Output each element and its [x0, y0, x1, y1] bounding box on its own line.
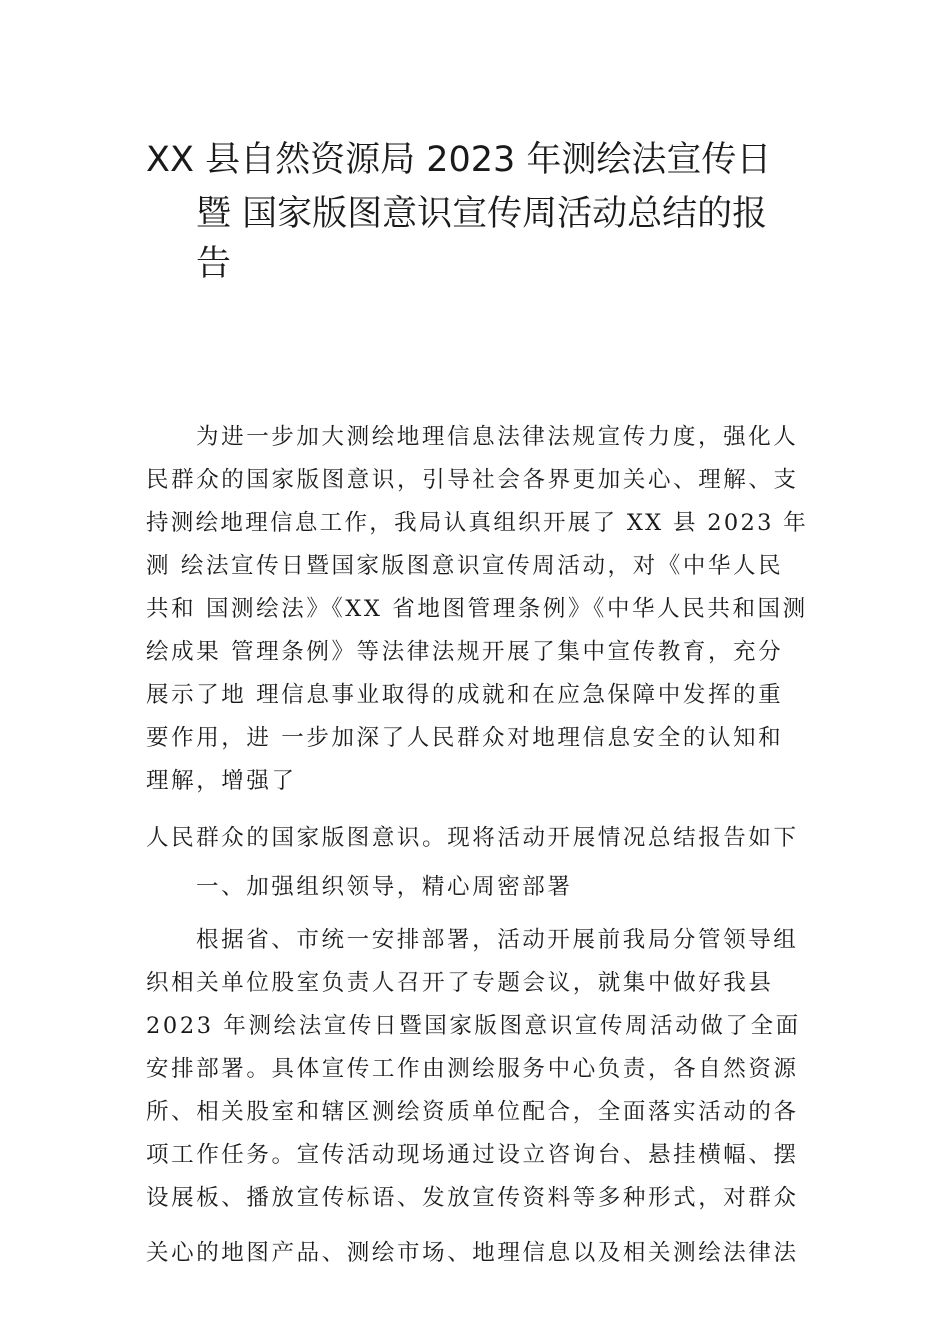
body-line-5: 共和 国测绘法》《XX 省地图管理条例》《中华人民共和国测 [146, 596, 808, 622]
body-line-16: 项工作任务。宣传活动现场通过设立咨询台、悬挂横幅、摆 [146, 1142, 799, 1168]
body-line-2: 民群众的国家版图意识，引导社会各界更加关心、理解、支 [146, 467, 799, 493]
body-line-10: 人民群众的国家版图意识。现将活动开展情况总结报告如下 [146, 825, 799, 851]
title-line-3: 告 [196, 244, 232, 284]
body-line-15: 所、相关股室和辖区测绘资质单位配合，全面落实活动的各 [146, 1099, 799, 1125]
body-line-3: 持测绘地理信息工作，我局认真组织开展了 XX 县 2023 年 [146, 510, 809, 536]
body-line-17: 设展板、播放宣传标语、发放宣传资料等多种形式，对群众 [146, 1185, 799, 1211]
body-line-14: 安排部署。具体宣传工作由测绘服务中心负责，各自然资源 [146, 1056, 799, 1082]
section-heading-1: 一、加强组织领导，精心周密部署 [196, 874, 573, 900]
body-line-4: 测 绘法宣传日暨国家版图意识宣传周活动，对《中华人民 [146, 553, 784, 579]
body-line-13: 2023 年测绘法宣传日暨国家版图意识宣传周活动做了全面 [146, 1013, 801, 1039]
title-line-1: XX 县自然资源局 2023 年测绘法宣传日 [146, 140, 772, 180]
body-line-11: 根据省、市统一安排部署，活动开展前我局分管领导组 [196, 927, 799, 953]
body-line-1: 为进一步加大测绘地理信息法律法规宣传力度，强化人 [196, 424, 799, 450]
body-line-12: 织相关单位股室负责人召开了专题会议，就集中做好我县 [146, 970, 774, 996]
body-line-18: 关心的地图产品、测绘市场、地理信息以及相关测绘法律法 [146, 1240, 799, 1266]
body-line-7: 展示了地 理信息事业取得的成就和在应急保障中发挥的重 [146, 682, 784, 708]
title-line-2: 暨 国家版图意识宣传周活动总结的报 [196, 194, 768, 234]
body-line-9: 理解，增强了 [146, 768, 297, 794]
body-line-8: 要作用，进 一步加深了人民群众对地理信息安全的认知和 [146, 725, 784, 751]
body-line-6: 绘成果 管理条例》等法律法规开展了集中宣传教育，充分 [146, 639, 784, 665]
